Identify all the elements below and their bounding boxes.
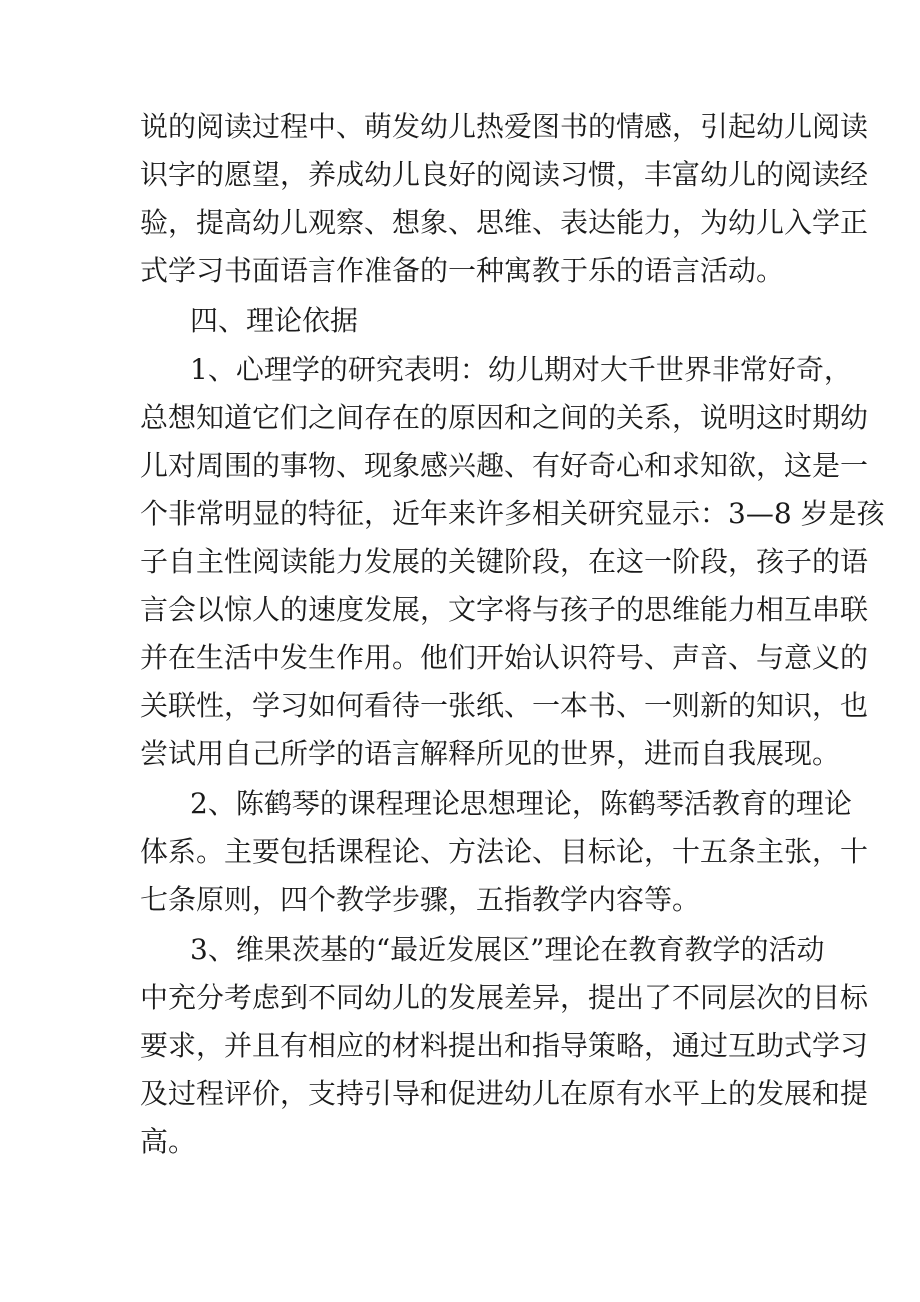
text-line: 儿对周围的事物、现象感兴趣、有好奇心和求知欲，这是一: [140, 449, 869, 482]
section-heading: 四、理论依据: [190, 304, 359, 337]
text-line: 3、维果茨基的“最近发展区”理论在教育教学的活动: [190, 933, 825, 966]
text-line: 个非常明显的特征，近年来许多相关研究显示：3—8 岁是孩: [140, 497, 885, 530]
text-line: 并在生活中发生作用。他们开始认识符号、声音、与意义的: [140, 641, 869, 674]
text-line: 子自主性阅读能力发展的关键阶段，在这一阶段，孩子的语: [140, 545, 869, 578]
text-line: 体系。主要包括课程论、方法论、目标论，十五条主张，十: [140, 835, 869, 868]
text-line: 总想知道它们之间存在的原因和之间的关系，说明这时期幼: [140, 401, 869, 434]
text-line: 说的阅读过程中、萌发幼儿热爱图书的情感，引起幼儿阅读: [140, 110, 869, 143]
text-line: 识字的愿望，养成幼儿良好的阅读习惯，丰富幼儿的阅读经: [140, 158, 869, 191]
text-line: 验，提高幼儿观察、想象、思维、表达能力，为幼儿入学正: [140, 206, 869, 239]
text-line: 2、陈鹤琴的课程理论思想理论，陈鹤琴活教育的理论: [190, 787, 852, 820]
text-line: 关联性，学习如何看待一张纸、一本书、一则新的知识，也: [140, 689, 869, 722]
text-line: 及过程评价，支持引导和促进幼儿在原有水平上的发展和提: [140, 1077, 869, 1110]
text-line: 言会以惊人的速度发展，文字将与孩子的思维能力相互串联: [140, 593, 869, 626]
text-line: 要求，并且有相应的材料提出和指导策略，通过互助式学习: [140, 1029, 869, 1062]
text-line: 高。: [140, 1125, 197, 1158]
text-line: 式学习书面语言作准备的一种寓教于乐的语言活动。: [140, 254, 785, 287]
text-line: 七条原则，四个教学步骤，五指教学内容等。: [140, 883, 701, 916]
text-line: 中充分考虑到不同幼儿的发展差异，提出了不同层次的目标: [140, 981, 869, 1014]
text-line: 1、心理学的研究表明：幼儿期对大千世界非常好奇，: [190, 353, 852, 386]
text-line: 尝试用自己所学的语言解释所见的世界，进而自我展现。: [140, 737, 841, 770]
